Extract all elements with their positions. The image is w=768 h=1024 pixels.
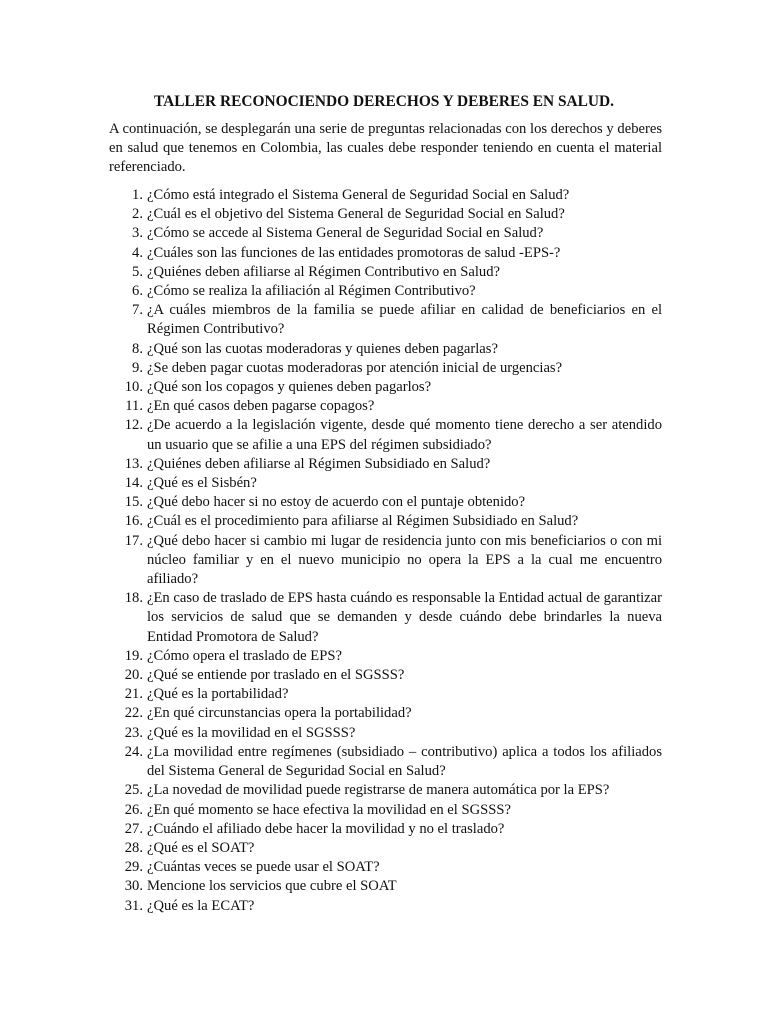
list-item — [109, 781, 662, 800]
question-number: 16. — [124, 513, 143, 530]
question-number: 21. — [124, 686, 143, 703]
question-number: 22. — [124, 705, 143, 722]
list-item — [109, 512, 662, 531]
question-number: 31. — [124, 897, 143, 914]
question-number: 6. — [132, 283, 143, 300]
question-text: ¿Cuál es el procedimiento para afiliarse al Régimen Subsidiado en Salud? — [147, 513, 579, 530]
question-number: 5. — [132, 263, 143, 280]
question-text: ¿A cuáles miembros de la familia se puede afiliar en calidad de beneficiarios en el Régimen Contributivo? — [147, 302, 662, 338]
list-item — [109, 820, 662, 839]
question-text: ¿Se deben pagar cuotas moderadoras por atención inicial de urgencias? — [147, 359, 563, 376]
question-number: 10. — [124, 379, 143, 396]
question-text: Mencione los servicios que cubre el SOAT — [147, 878, 397, 895]
list-item — [109, 205, 662, 224]
question-number: 8. — [132, 340, 143, 357]
list-item — [109, 858, 662, 877]
question-number: 17. — [124, 532, 143, 549]
list-item — [109, 666, 662, 685]
list-item — [109, 301, 662, 339]
question-text: ¿Cuántas veces se puede usar el SOAT? — [147, 859, 380, 876]
question-text: ¿Qué debo hacer si cambio mi lugar de residencia junto con mis beneficiarios o con mi núcleo familiar y en el nuevo municipio no opera la EPS a la cual me encuentro afiliado? — [147, 532, 662, 588]
list-item — [109, 704, 662, 723]
question-number: 24. — [124, 743, 143, 760]
question-number: 26. — [124, 801, 143, 818]
list-item — [109, 224, 662, 243]
question-text: ¿Qué es el SOAT? — [147, 839, 255, 856]
question-text: ¿Qué es la movilidad en el SGSSS? — [147, 724, 356, 741]
question-number: 12. — [124, 417, 143, 434]
list-item — [109, 724, 662, 743]
question-number: 18. — [124, 590, 143, 607]
question-text: ¿Quiénes deben afiliarse al Régimen Contributivo en Salud? — [147, 263, 500, 280]
question-number: 23. — [124, 724, 143, 741]
question-number: 4. — [132, 244, 143, 261]
list-item — [109, 282, 662, 301]
question-number: 3. — [132, 225, 143, 242]
list-item — [109, 685, 662, 704]
question-text: ¿Qué son los copagos y quienes deben pagarlos? — [147, 379, 432, 396]
question-number: 30. — [124, 878, 143, 895]
list-item — [109, 877, 662, 896]
question-text: ¿Cuál es el objetivo del Sistema General de Seguridad Social en Salud? — [147, 206, 565, 223]
question-text: ¿Qué se entiende por traslado en el SGSSS? — [147, 667, 405, 684]
question-text: ¿En caso de traslado de EPS hasta cuándo es responsable la Entidad actual de garantizar los servicios de salud que se demanden y desde cuándo debe brindarles la nueva Entidad Promotora de Salud? — [147, 590, 662, 645]
list-item — [109, 743, 662, 781]
question-number: 11. — [125, 398, 143, 415]
question-text: ¿Cómo opera el traslado de EPS? — [147, 647, 342, 664]
question-number: 15. — [124, 494, 143, 511]
question-number: 20. — [124, 667, 143, 684]
list-item — [109, 455, 662, 474]
question-number: 25. — [124, 782, 143, 799]
question-number: 14. — [124, 475, 143, 492]
list-item — [109, 186, 662, 205]
list-item — [109, 493, 662, 512]
list-item — [109, 474, 662, 493]
question-number: 19. — [124, 647, 143, 664]
list-item — [109, 263, 662, 282]
document-title: TALLER RECONOCIENDO DERECHOS Y DEBERES EN SALUD. — [154, 93, 614, 110]
list-item — [109, 397, 662, 416]
question-text: ¿Qué son las cuotas moderadoras y quienes deben pagarlas? — [147, 340, 498, 357]
question-text: ¿En qué casos deben pagarse copagos? — [147, 398, 375, 415]
question-text: ¿Qué es la ECAT? — [147, 897, 255, 914]
question-text: ¿Quiénes deben afiliarse al Régimen Subsidiado en Salud? — [147, 455, 491, 472]
question-text: ¿Cómo se accede al Sistema General de Seguridad Social en Salud? — [147, 225, 544, 242]
question-text: ¿La novedad de movilidad puede registrarse de manera automática por la EPS? — [147, 782, 610, 799]
question-text: ¿Qué es la portabilidad? — [147, 686, 289, 703]
question-text: ¿Cuáles son las funciones de las entidades promotoras de salud -EPS-? — [147, 244, 561, 261]
question-text: ¿Qué es el Sisbén? — [147, 475, 257, 492]
question-number: 29. — [124, 859, 143, 876]
list-item — [109, 589, 662, 647]
question-text: ¿Qué debo hacer si no estoy de acuerdo con el puntaje obtenido? — [147, 494, 526, 511]
question-text: ¿Cómo está integrado el Sistema General de Seguridad Social en Salud? — [147, 187, 570, 203]
list-item — [109, 416, 662, 454]
question-number: 27. — [124, 820, 143, 837]
question-number: 7. — [132, 302, 143, 319]
list-item — [109, 532, 662, 590]
question-number: 1. — [132, 187, 143, 203]
list-item — [109, 647, 662, 666]
list-item — [109, 378, 662, 397]
question-text: ¿En qué momento se hace efectiva la movilidad en el SGSSS? — [147, 801, 511, 818]
question-list — [109, 186, 662, 916]
list-item — [109, 244, 662, 263]
list-item — [109, 897, 662, 916]
question-text: ¿De acuerdo a la legislación vigente, desde qué momento tiene derecho a ser atendido un usuario que se afilie a una EPS del régimen subsidiado? — [147, 417, 662, 453]
list-item — [109, 839, 662, 858]
list-item — [109, 359, 662, 378]
list-item — [109, 340, 662, 359]
question-number: 13. — [124, 455, 143, 472]
question-number: 2. — [132, 206, 143, 223]
list-item — [109, 801, 662, 820]
question-text: ¿En qué circunstancias opera la portabilidad? — [147, 705, 412, 722]
question-text: ¿Cuándo el afiliado debe hacer la movilidad y no el traslado? — [147, 820, 505, 837]
question-text: ¿La movilidad entre regímenes (subsidiado – contributivo) aplica a todos los afiliados del Sistema General de Seguridad Social en Salud? — [147, 743, 662, 780]
question-text: ¿Cómo se realiza la afiliación al Régimen Contributivo? — [147, 283, 476, 300]
intro-paragraph: A continuación, se desplegarán una serie de preguntas relacionadas con los derechos y deberes en salud que tenemos en Colombia, las cuales debe responder teniendo en cuenta el material referenciado. — [109, 121, 662, 176]
question-number: 9. — [132, 359, 143, 376]
question-number: 28. — [124, 839, 143, 856]
